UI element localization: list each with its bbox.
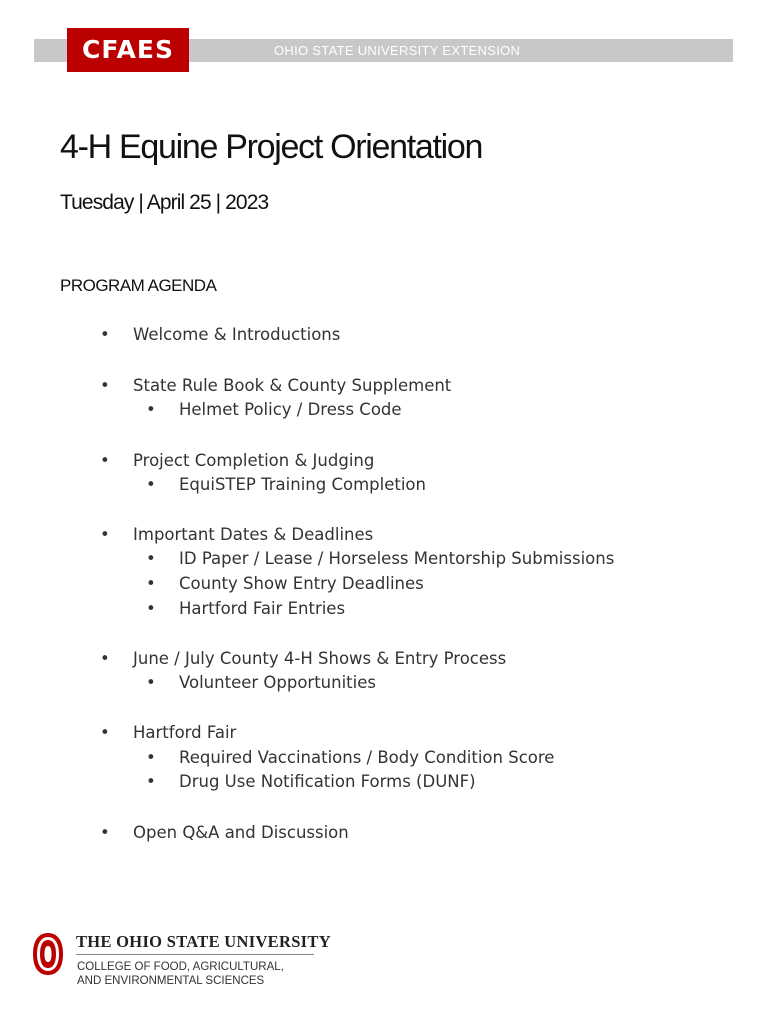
agenda-subitem [146, 473, 426, 497]
agenda-subitem [146, 671, 376, 695]
bullet-icon: • [146, 673, 156, 692]
agenda-subitem-label: Hartford Fair Entries [179, 599, 346, 618]
agenda-subitem-label: County Show Entry Deadlines [179, 574, 424, 593]
agenda-item [100, 821, 349, 845]
agenda-subitem-label: Required Vaccinations / Body Condition Score [179, 748, 555, 767]
bullet-icon: • [100, 823, 110, 842]
bullet-icon: • [146, 599, 156, 618]
agenda-subitem [146, 572, 424, 596]
extension-banner-text: OHIO STATE UNIVERSITY EXTENSION [274, 43, 521, 58]
bullet-icon: • [100, 325, 110, 344]
agenda-item-label: Welcome & Introductions [133, 325, 341, 344]
agenda-item [100, 323, 340, 347]
agenda-subitem [146, 597, 345, 621]
bullet-icon: • [100, 451, 110, 470]
footer-divider [76, 954, 314, 955]
agenda-item-label: June / July County 4-H Shows & Entry Process [133, 649, 507, 668]
agenda-item [100, 721, 236, 745]
agenda-subitem-label: Volunteer Opportunities [179, 673, 376, 692]
bullet-icon: • [146, 574, 156, 593]
college-name-line-1: COLLEGE OF FOOD, AGRICULTURAL, [77, 961, 284, 973]
cfaes-logo [67, 28, 189, 72]
agenda-subitem-label: Helmet Policy / Dress Code [179, 400, 402, 419]
osu-footer-logo [32, 930, 332, 990]
agenda-item [100, 374, 451, 398]
agenda-subitem-label: EquiSTEP Training Completion [179, 475, 426, 494]
agenda-subitem-label: ID Paper / Lease / Horseless Mentorship Submissions [179, 549, 615, 568]
bullet-icon: • [146, 772, 156, 791]
bullet-icon: • [146, 748, 156, 767]
college-name-line-2: AND ENVIRONMENTAL SCIENCES [77, 975, 265, 987]
bullet-icon: • [100, 649, 110, 668]
agenda-subitem [146, 746, 554, 770]
bullet-icon: • [100, 723, 110, 742]
agenda-subitem [146, 770, 476, 794]
agenda-item [100, 523, 373, 547]
agenda-item-label: Important Dates & Deadlines [133, 525, 374, 544]
agenda-item-label: Open Q&A and Discussion [133, 823, 349, 842]
cfaes-logo-text: CFAES [82, 35, 174, 64]
agenda-item [100, 647, 506, 671]
bullet-icon: • [100, 376, 110, 395]
agenda-subitem-label: Drug Use Notification Forms (DUNF) [179, 772, 476, 791]
university-name: THE OHIO STATE UNIVERSITY [76, 932, 331, 951]
block-o-icon [32, 932, 64, 976]
bullet-icon: • [146, 549, 156, 568]
agenda-heading: PROGRAM AGENDA [60, 276, 217, 295]
agenda-subitem [146, 398, 402, 422]
bullet-icon: • [146, 475, 156, 494]
bullet-icon: • [100, 525, 110, 544]
agenda-item [100, 449, 374, 473]
event-date: Tuesday | April 25 | 2023 [60, 191, 269, 214]
agenda-item-label: State Rule Book & County Supplement [133, 376, 452, 395]
agenda-item-label: Hartford Fair [133, 723, 237, 742]
agenda-item-label: Project Completion & Judging [133, 451, 375, 470]
page-title: 4-H Equine Project Orientation [60, 128, 483, 166]
bullet-icon: • [146, 400, 156, 419]
agenda-subitem [146, 547, 614, 571]
